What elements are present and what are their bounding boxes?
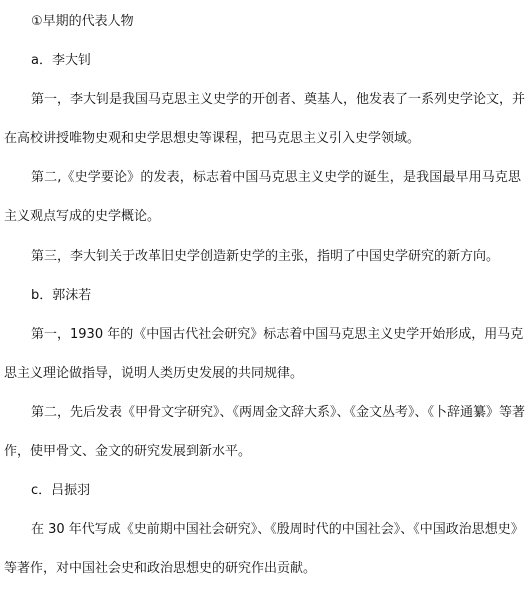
paragraph-line: 第三，李大钊关于改革旧史学创造新史学的主张，指明了中国史学研究的新方向。: [31, 249, 500, 264]
paragraph-line: 思主义理论做指导，说明人类历史发展的共同规律。: [4, 366, 304, 381]
subheading-guo-moruo: b．郭沫若: [31, 288, 92, 303]
paragraph-line: 在高校讲授唯物史观和史学思想史等课程，把马克思主义引入史学领域。: [4, 131, 421, 146]
paragraph-line: 等著作，对中国社会史和政治思想史的研究作出贡献。: [4, 561, 317, 576]
paragraph-line: 在 30 年代写成《史前期中国社会研究》、《殷周时代的中国社会》、《中国政治思想史》: [31, 522, 524, 537]
subheading-li-dazhao: a．李大钊: [31, 53, 91, 68]
subheading-lv-zhenyu: c．吕振羽: [31, 483, 91, 498]
paragraph-line: 主义观点写成的史学概论。: [4, 209, 161, 224]
paragraph-line: 第二，先后发表《甲骨文字研究》、《两周金文辞大系》、《金文丛考》、《卜辞通纂》等著: [31, 405, 526, 420]
paragraph-line: 第一，1930 年的《中国古代社会研究》标志着中国马克思主义史学开始形成，用马克: [31, 327, 524, 342]
section-heading: ①早期的代表人物: [31, 14, 134, 29]
paragraph-line: 作，使甲骨文、金文的研究发展到新水平。: [4, 444, 252, 459]
paragraph-line: 第二,《史学要论》的发表，标志着中国马克思主义史学的诞生，是我国最早用马克思: [31, 170, 521, 185]
paragraph-line: 第一，李大钊是我国马克思主义史学的开创者、奠基人，他发表了一系列史学论文，并: [31, 92, 526, 107]
